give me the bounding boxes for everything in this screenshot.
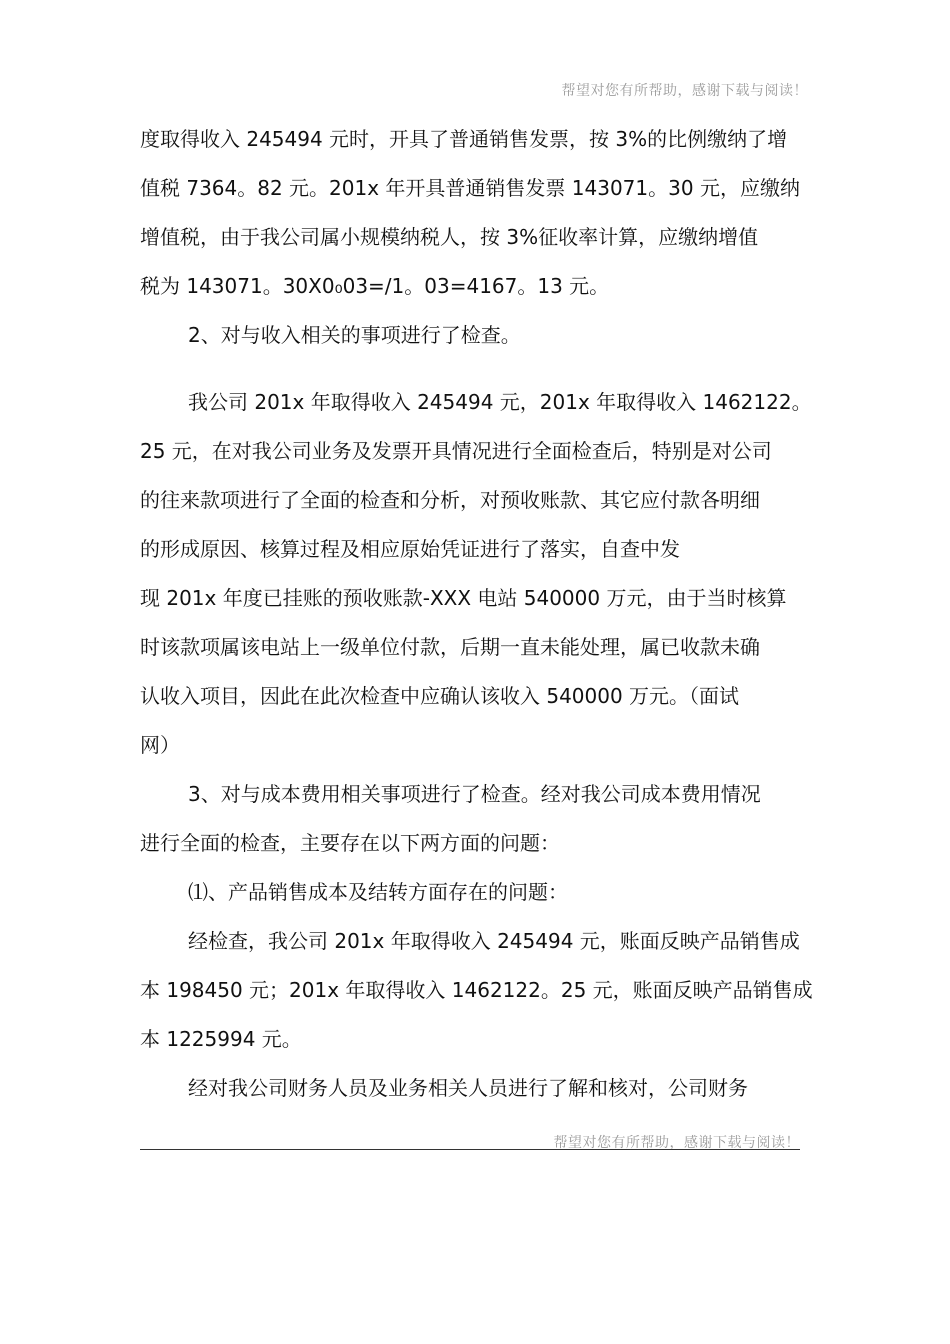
document-body	[140, 119, 813, 1117]
paragraph-line: 25 元，在对我公司业务及发票开具情况进行全面检查后，特别是对公司	[140, 439, 772, 463]
paragraph-line: 本 198450 元；201x 年取得收入 1462122。25 元，账面反映产品销售成	[140, 978, 813, 1002]
paragraph-line: 值税 7364。82 元。201x 年开具普通销售发票 143071。30 元，应缴纳	[140, 176, 800, 200]
section-heading-3: 3、对与成本费用相关事项进行了检查。经对我公司成本费用情况	[188, 782, 761, 806]
paragraph-line: 经对我公司财务人员及业务相关人员进行了解和核对，公司财务	[188, 1076, 748, 1100]
footer-divider	[140, 1149, 800, 1150]
paragraph-line: 网）	[140, 733, 180, 757]
paragraph-line: 税为 143071。30X0₀03=/1。03=4167。13 元。	[140, 274, 610, 298]
paragraph-line: 的形成原因、核算过程及相应原始凭证进行了落实，自查中发	[140, 537, 680, 561]
paragraph-line: 进行全面的检查，主要存在以下两方面的问题：	[140, 831, 560, 855]
paragraph-line: 时该款项属该电站上一级单位付款，后期一直未能处理，属已收款未确	[140, 635, 760, 659]
paragraph-line: 认收入项目，因此在此次检查中应确认该收入 540000 万元。（面试	[140, 684, 740, 708]
paragraph-line: 本 1225994 元。	[140, 1027, 302, 1051]
paragraph-line: 我公司 201x 年取得收入 245494 元，201x 年取得收入 1462122。	[188, 390, 812, 414]
paragraph-line: 度取得收入 245494 元时，开具了普通销售发票，按 3%的比例缴纳了增	[140, 127, 788, 151]
paragraph-gap	[140, 364, 810, 382]
paragraph-line: 的往来款项进行了全面的检查和分析，对预收账款、其它应付款各明细	[140, 488, 760, 512]
subsection-heading-1: ⑴、产品销售成本及结转方面存在的问题：	[188, 880, 568, 904]
paragraph-line: 经检查，我公司 201x 年取得收入 245494 元，账面反映产品销售成	[188, 929, 800, 953]
section-heading-2: 2、对与收入相关的事项进行了检查。	[188, 323, 521, 347]
paragraph-line: 增值税，由于我公司属小规模纳税人，按 3%征收率计算，应缴纳增值	[140, 225, 759, 249]
page-footer-note: 帮望对您有所帮助，感谢下载与阅读！	[553, 1135, 800, 1151]
paragraph-line: 现 201x 年度已挂账的预收账款-XXX 电站 540000 万元，由于当时核算	[140, 586, 787, 610]
page-header-note: 帮望对您有所帮助，感谢下载与阅读！	[561, 83, 808, 99]
